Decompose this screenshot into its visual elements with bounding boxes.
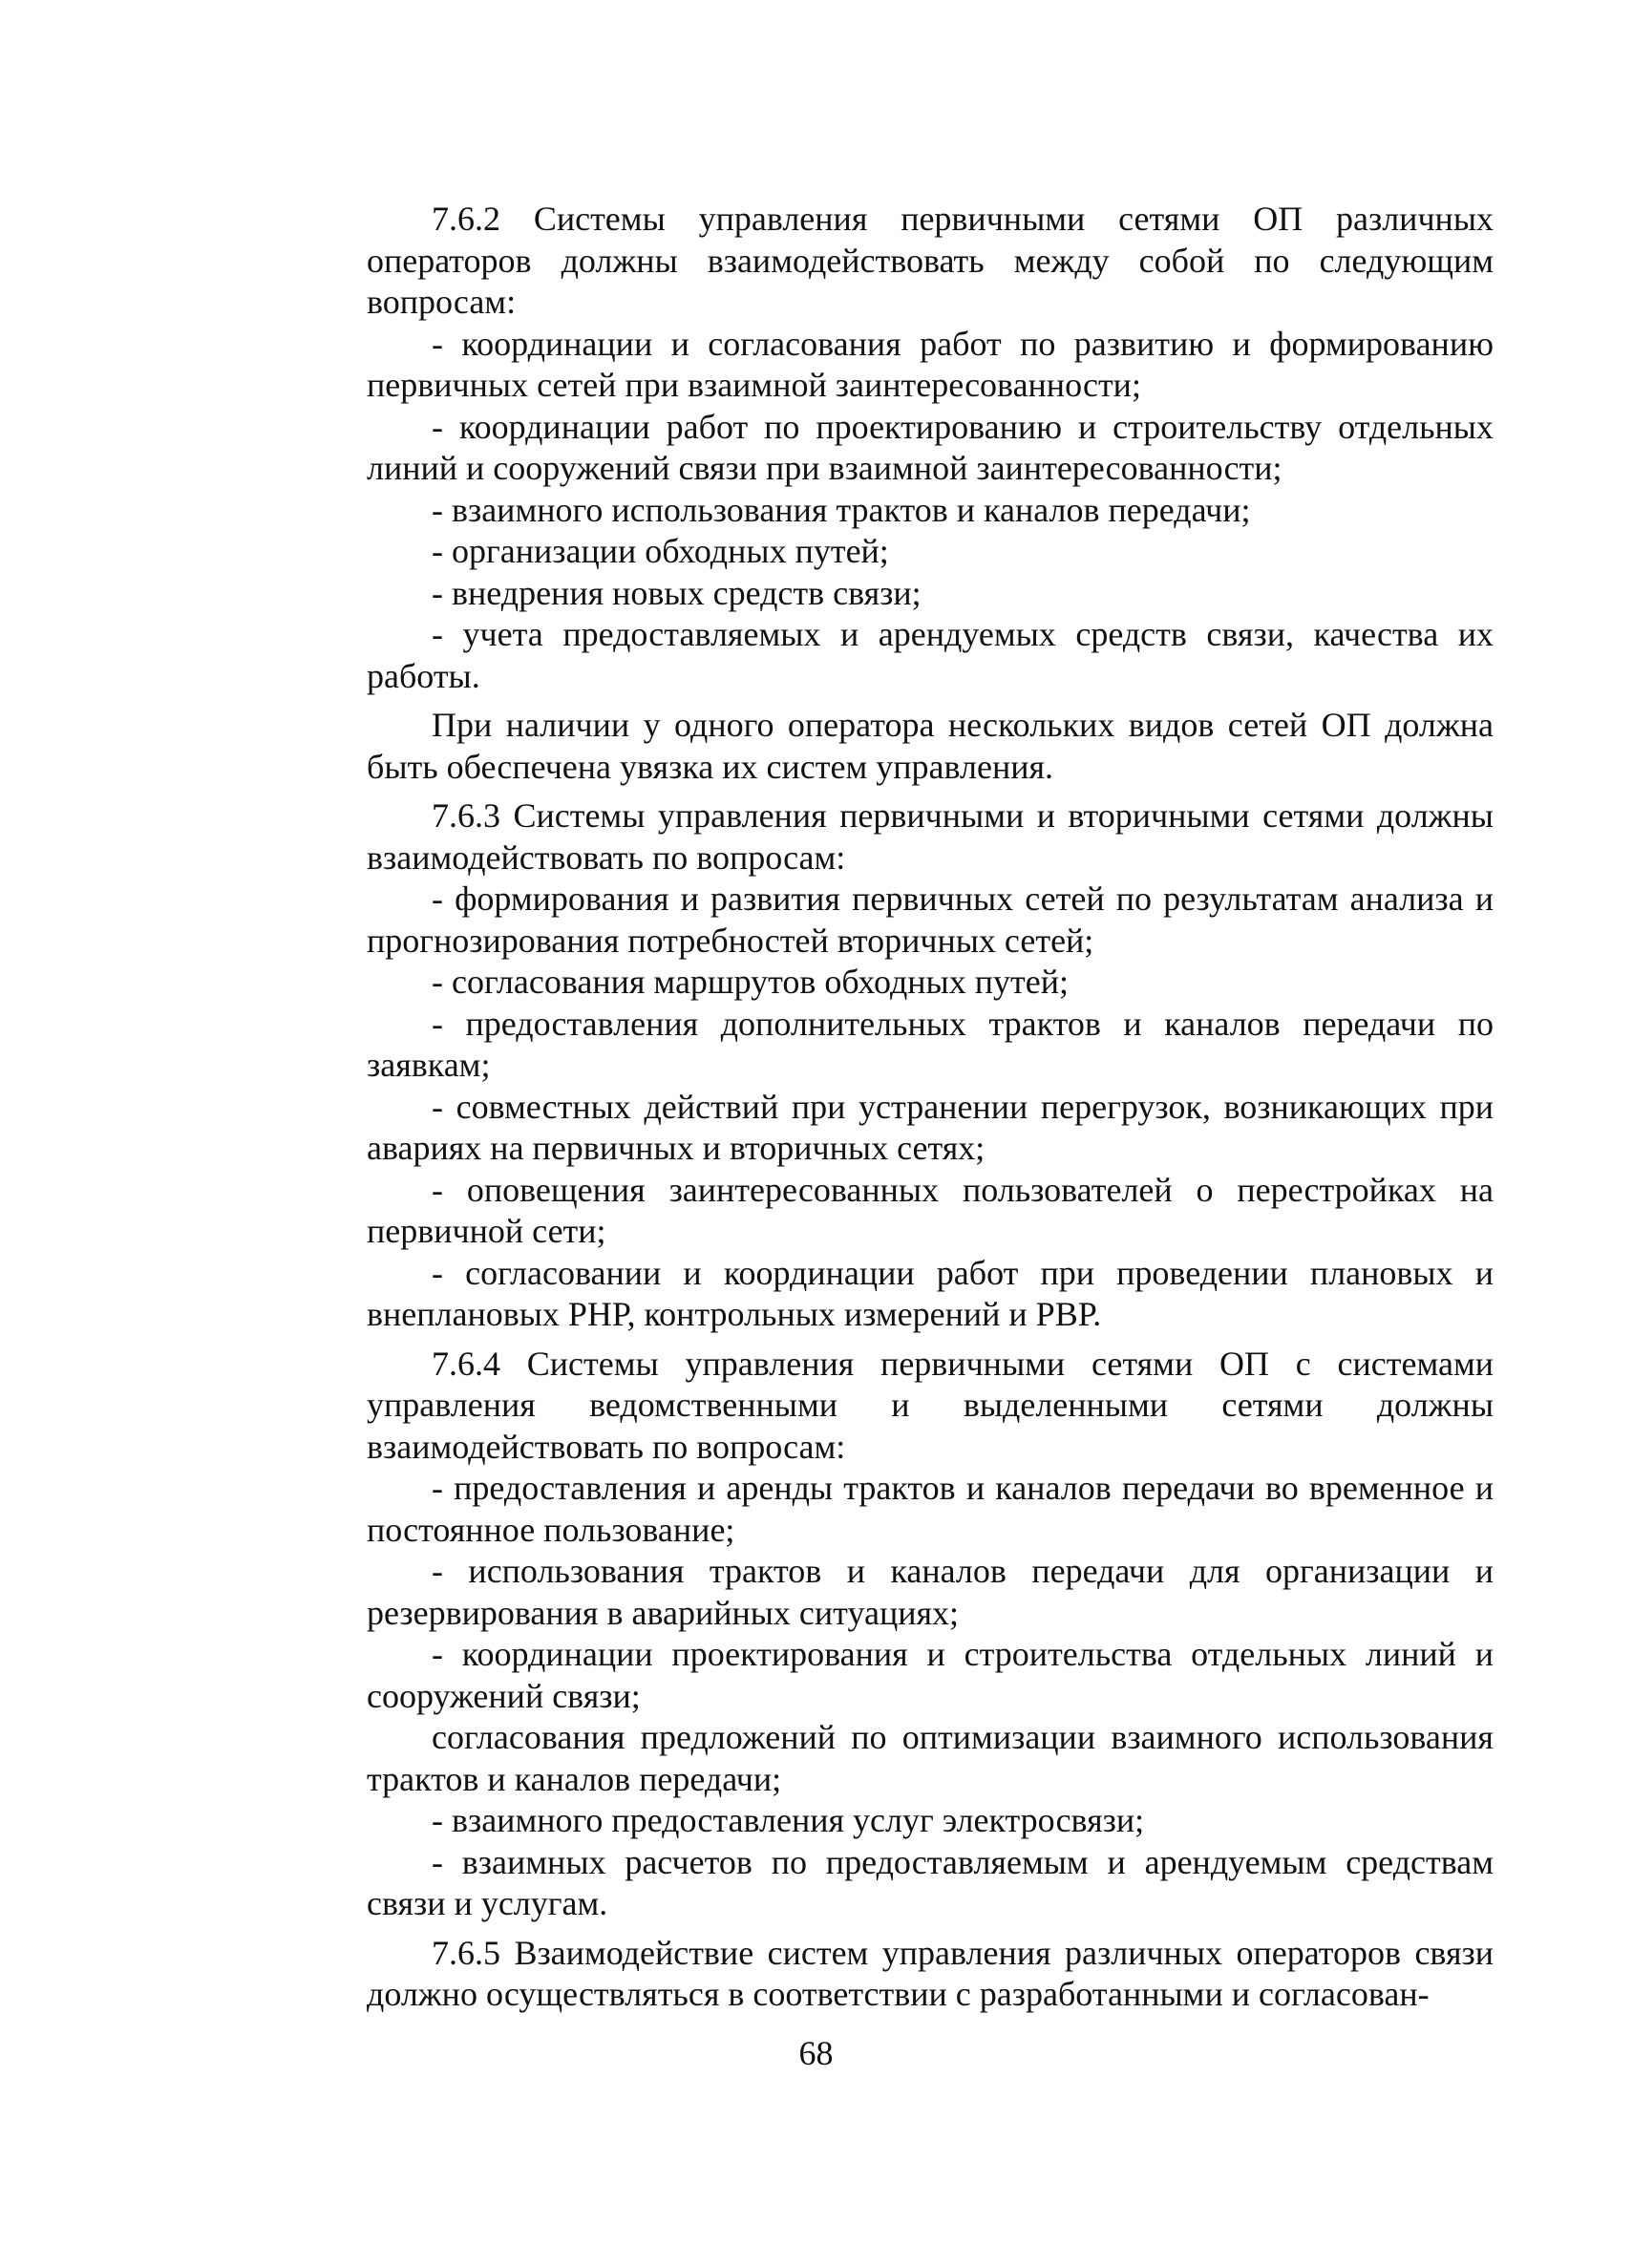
paragraph: При наличии у одного оператора нескольких видов сетей ОП должна быть обеспечена увязка их систем управления. <box>367 706 1494 786</box>
list-item: - внедрения новых средств связи; <box>432 573 922 612</box>
list-item: - использования трактов и каналов передачи для организации и резервирования в аварийных ситуациях; <box>367 1552 1494 1632</box>
body-text <box>367 199 1494 2016</box>
paragraph-7-6-5: 7.6.5 Взаимодействие систем управления различных операторов связи должно осуществляться в соответствии с разработанными и согласован- <box>367 1933 1494 2013</box>
list-item: - организации обходных путей; <box>432 532 889 570</box>
list-item: - согласования маршрутов обходных путей; <box>432 963 1069 1001</box>
list-item: - предоставления и аренды трактов и каналов передачи во временное и постоянное пользование; <box>367 1469 1494 1549</box>
list-item: согласования предложений по оптимизации взаимного использования трактов и каналов передачи; <box>367 1718 1494 1798</box>
list-item: - оповещения заинтересованных пользователей о перестройках на первичной сети; <box>367 1170 1494 1250</box>
list-item: - взаимных расчетов по предоставляемым и арендуемым средствам связи и услугам. <box>367 1842 1494 1922</box>
paragraph-7-6-4: 7.6.4 Системы управления первичными сетями ОП с системами управления ведомственными и выделенными сетями должны взаимодействовать по вопросам: <box>367 1344 1494 1466</box>
paragraph-7-6-2: 7.6.2 Системы управления первичными сетями ОП различных операторов должны взаимодействовать между собой по следующим вопросам: <box>367 200 1494 321</box>
list-item: - предоставления дополнительных трактов и каналов передачи по заявкам; <box>367 1004 1494 1084</box>
list-item: - координации проектирования и строительства отдельных линий и сооружений связи; <box>367 1635 1494 1715</box>
list-item: - взаимного использования трактов и каналов передачи; <box>432 490 1251 529</box>
list-item: - формирования и развития первичных сетей по результатам анализа и прогнозирования потребностей вторичных сетей; <box>367 880 1494 960</box>
page-number: 68 <box>798 2034 834 2072</box>
list-item: - координации и согласования работ по развитию и формированию первичных сетей при взаимной заинтересованности; <box>367 324 1494 404</box>
list-item: - координации работ по проектированию и строительству отдельных линий и сооружений связи при взаимной заинтересованности; <box>367 407 1494 487</box>
list-item: - взаимного предоставления услуг электросвязи; <box>432 1801 1145 1839</box>
list-item: - учета предоставляемых и арендуемых средств связи, качества их работы. <box>367 615 1494 695</box>
paragraph-7-6-3: 7.6.3 Системы управления первичными и вторичными сетями должны взаимодействовать по вопросам: <box>367 796 1494 877</box>
list-item: - согласовании и координации работ при проведении плановых и внеплановых РНР, контрольных измерений и РВР. <box>367 1253 1494 1333</box>
list-item: - совместных действий при устранении перегрузок, возникающих при авариях на первичных и вторичных сетях; <box>367 1087 1494 1167</box>
